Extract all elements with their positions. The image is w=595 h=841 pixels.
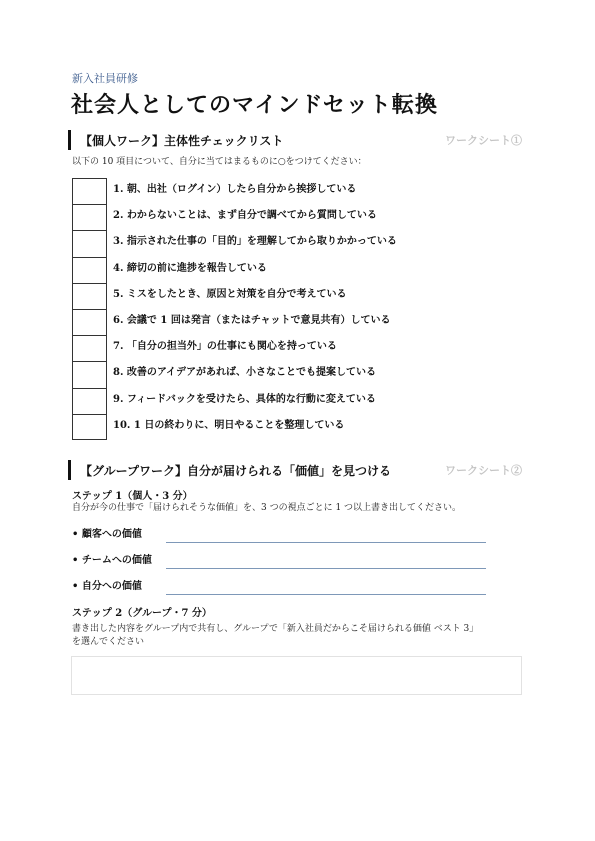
checklist-item xyxy=(72,204,522,230)
worksheet-2-tag: ワークシート② xyxy=(445,464,522,477)
value-field-label: • 顧客への価値 xyxy=(72,529,142,540)
checklist-item xyxy=(72,309,522,335)
checklist-item xyxy=(72,361,522,387)
step1-description: 自分が今の仕事で「届けられそうな価値」を、3 つの視点ごとに 1 つ以上書き出してください。 xyxy=(72,503,462,513)
checklist-item-text: 8. 改善のアイデアがあれば、小さなことでも提案している xyxy=(113,367,377,379)
checklist-item-text: 6. 会議で 1 回は発言（またはチャットで意見共有）している xyxy=(113,314,391,326)
step2-title: ステップ 2（グループ・7 分） xyxy=(72,608,212,619)
checklist-item xyxy=(72,230,522,256)
answer-line[interactable] xyxy=(166,542,486,543)
checklist-item-text: 4. 締切の前に進捗を報告している xyxy=(113,262,267,274)
section-accent-bar xyxy=(68,130,71,150)
checklist-item-text: 1. 朝、出社（ログイン）したら自分から挨拶している xyxy=(113,184,357,195)
step1-title: ステップ 1（個人・3 分） xyxy=(72,491,193,502)
checklist-item-text: 3. 指示された仕事の「目的」を理解してから取りかかっている xyxy=(113,236,397,248)
value-field-team[interactable] xyxy=(72,551,486,569)
section-checklist-title: 【個人ワーク】主体性チェックリスト xyxy=(80,134,284,148)
checklist-item-text: 9. フィードバックを受けたら、具体的な行動に変えている xyxy=(113,393,376,405)
value-field-customer[interactable] xyxy=(72,525,486,543)
group-answer-box[interactable] xyxy=(71,656,522,695)
section-group-work-header xyxy=(68,460,522,480)
checkbox[interactable] xyxy=(72,335,107,361)
checkbox[interactable] xyxy=(72,414,107,440)
checklist-item xyxy=(72,257,522,283)
value-field-label: • チームへの価値 xyxy=(72,555,152,566)
checkbox[interactable] xyxy=(72,283,107,309)
checkbox[interactable] xyxy=(72,204,107,230)
checklist-instructions: 以下の 10 項目について、自分に当てはまるものに○をつけてください： xyxy=(72,157,367,167)
checklist-item xyxy=(72,178,522,204)
worksheet-1-tag: ワークシート① xyxy=(445,134,522,147)
checklist xyxy=(72,178,522,440)
checklist-item-text: 10. 1 日の終わりに、明日やることを整理している xyxy=(113,419,345,431)
checkbox[interactable] xyxy=(72,309,107,335)
checklist-item-text: 7. 「自分の担当外」の仕事にも関心を持っている xyxy=(113,341,337,353)
checklist-item-text: 5. ミスをしたとき、原因と対策を自分で考えている xyxy=(113,288,347,300)
page-title: 社会人としてのマインドセット転換 xyxy=(71,92,438,118)
checkbox[interactable] xyxy=(72,257,107,283)
course-label: 新入社員研修 xyxy=(72,72,138,85)
section-checklist-header xyxy=(68,130,522,150)
answer-line[interactable] xyxy=(166,568,486,569)
step2-description-line2: を選んでください xyxy=(72,637,145,647)
checklist-item xyxy=(72,335,522,361)
section-group-work-title: 【グループワーク】自分が届けられる「価値」を見つける xyxy=(80,464,392,478)
step2-description-line1: 書き出した内容をグループ内で共有し、グループで「新入社員だからこそ届けられる価値 ベスト 3」 xyxy=(72,624,479,634)
checklist-item xyxy=(72,414,522,440)
checkbox[interactable] xyxy=(72,178,107,204)
checkbox[interactable] xyxy=(72,388,107,414)
checkbox[interactable] xyxy=(72,361,107,387)
checkbox[interactable] xyxy=(72,230,107,256)
value-field-label: • 自分への価値 xyxy=(72,581,142,592)
checklist-item xyxy=(72,283,522,309)
checklist-item-text: 2. わからないことは、まず自分で調べてから質問している xyxy=(113,210,377,222)
section-accent-bar xyxy=(68,460,71,480)
value-field-self[interactable] xyxy=(72,577,486,595)
checklist-item xyxy=(72,388,522,414)
answer-line[interactable] xyxy=(166,594,486,595)
